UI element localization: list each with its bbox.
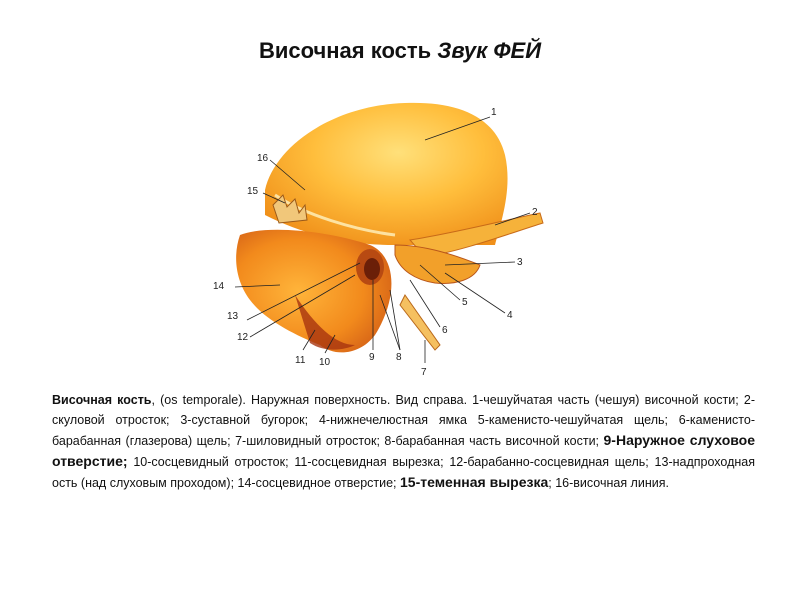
label-16: 16 — [257, 153, 269, 164]
caption-item-15: 15-теменная вырезка — [400, 474, 549, 490]
label-10: 10 — [319, 357, 331, 368]
label-3: 3 — [517, 257, 523, 268]
caption-item-9: 9-Наружное слуховое отверстие; — [52, 432, 756, 469]
label-7: 7 — [421, 367, 427, 378]
temporal-bone-illustration — [195, 95, 555, 380]
label-4: 4 — [507, 310, 513, 321]
label-5: 5 — [462, 297, 468, 308]
label-9: 9 — [369, 352, 375, 363]
caption-text-2: 10-сосцевидный отросток; 11-сосцевидная вырезка; 12-барабанно-сосцевидная щель; 13-надпроходная ость (над слуховым проходом); 14-сосцевидное отверстие; — [52, 455, 755, 490]
label-1: 1 — [491, 107, 497, 118]
bone-drawing — [195, 95, 555, 380]
page-title — [0, 38, 800, 64]
caption-term: Височная кость — [52, 393, 152, 407]
label-6: 6 — [442, 325, 448, 336]
label-13: 13 — [227, 311, 239, 322]
caption-text-3: ; 16-височная линия. — [548, 476, 669, 490]
squama-shape — [265, 103, 508, 245]
label-11: 11 — [295, 355, 306, 366]
figure-caption — [52, 390, 755, 493]
label-2: 2 — [532, 207, 538, 218]
styloid-process-shape — [400, 295, 440, 350]
title-sub: Звук ФЕЙ — [437, 38, 542, 63]
label-15: 15 — [247, 186, 259, 197]
title-main: Височная кость — [258, 38, 432, 63]
caption-text-1: , (os temporale). Наружная поверхность. Вид справа. 1-чешуйчатая часть (чешуя) височной кости; 2-скуловой отросток; 3-суставной бугорок; 4-нижнечелюстная ямка 5-каменисто-чешуйчатая щель; 6-каменисто-барабанная (глазерова) щель; 7-шиловидный отросток; 8-барабанная часть височной кости; — [52, 393, 755, 448]
label-12: 12 — [237, 332, 249, 343]
label-8: 8 — [396, 352, 402, 363]
label-14: 14 — [213, 281, 225, 292]
